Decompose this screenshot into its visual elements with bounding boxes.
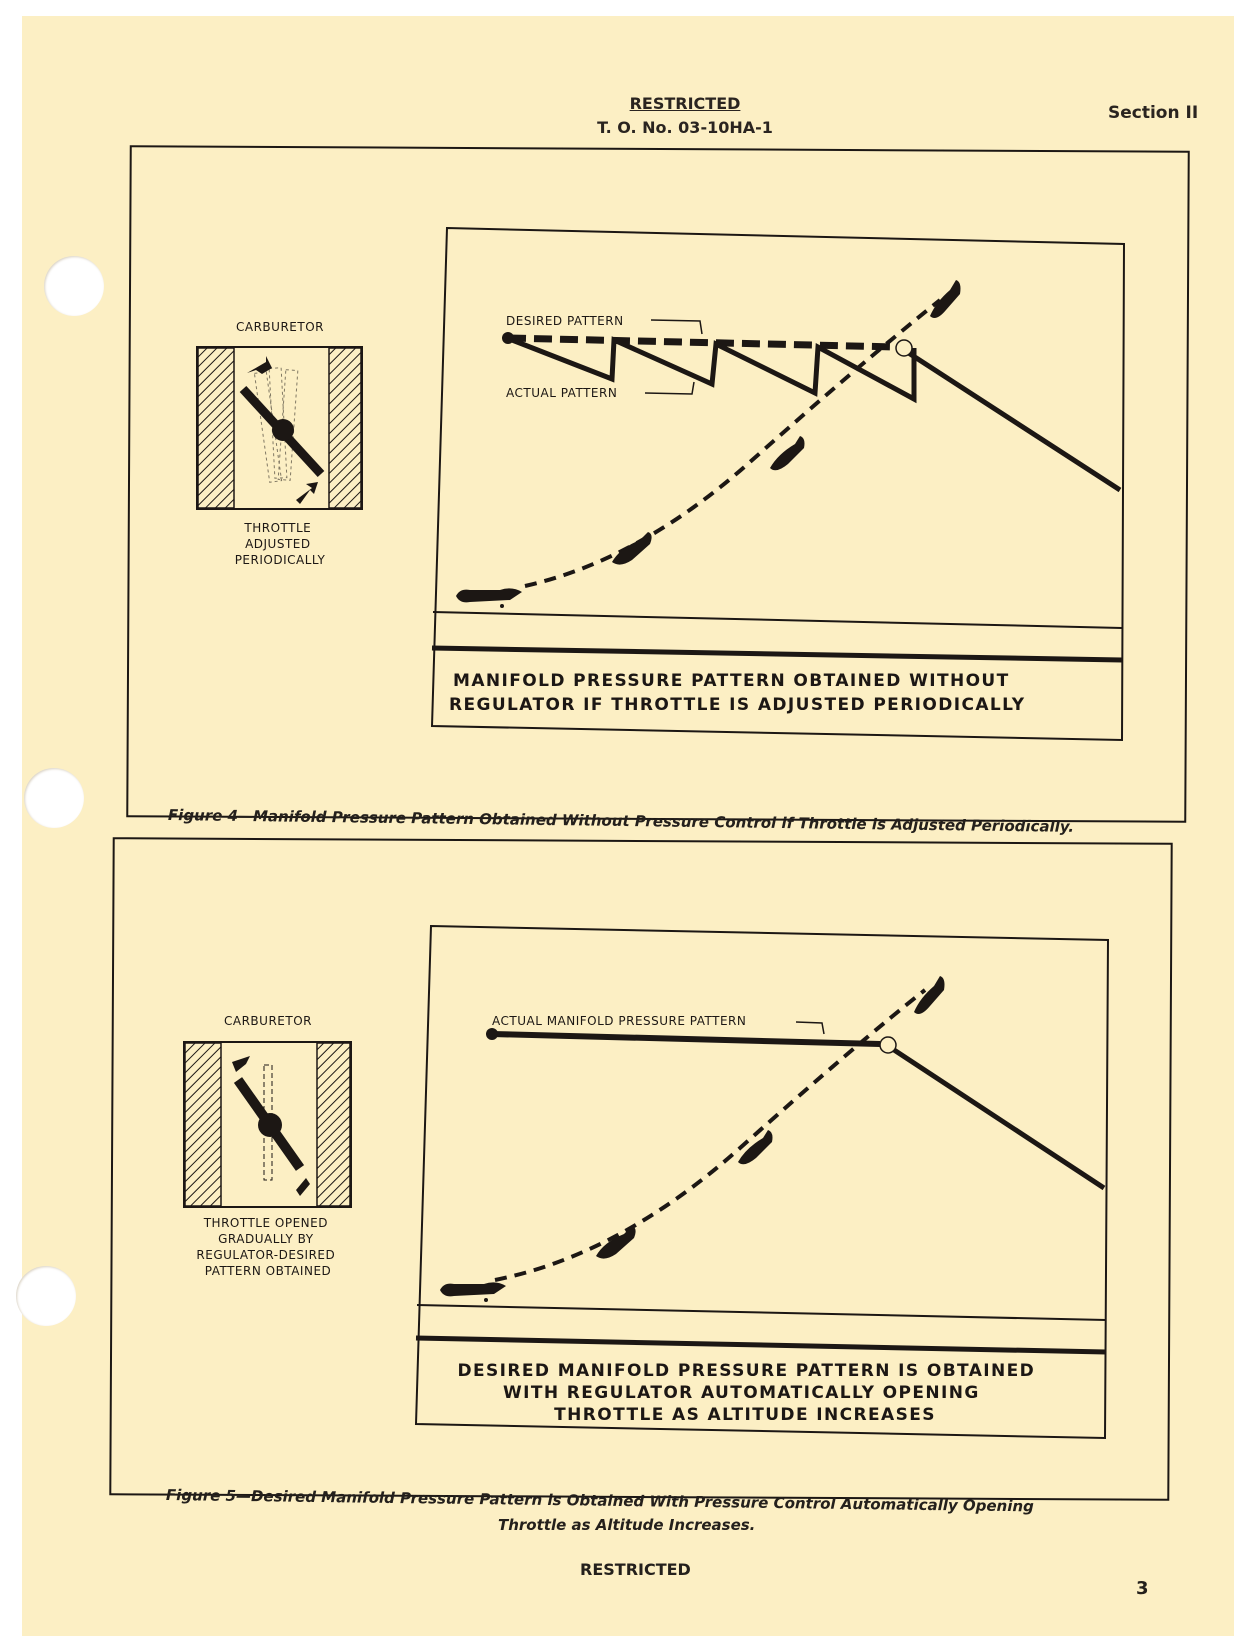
carburetor-diagram <box>184 1042 351 1207</box>
critical-altitude-marker <box>880 1037 896 1053</box>
section-label: Section II <box>1108 103 1199 123</box>
classification-header: RESTRICTED <box>629 94 741 113</box>
manifold-pressure-chart-fig5 <box>416 926 1108 1438</box>
document-number: T. O. No. 03-10HA-1 <box>597 118 773 137</box>
actual-pattern-label: ACTUAL PATTERN <box>506 386 618 400</box>
page-number: 3 <box>1136 1578 1149 1599</box>
airplane-icon <box>596 1226 636 1259</box>
carburetor-label: CARBURETOR <box>224 1014 312 1028</box>
carburetor-label: CARBURETOR <box>236 320 324 334</box>
airplane-icon <box>914 976 945 1014</box>
desired-pattern-label: DESIRED PATTERN <box>506 314 624 328</box>
actual-pattern-label: ACTUAL MANIFOLD PRESSURE PATTERN <box>492 1014 747 1028</box>
airplane-icon <box>440 1282 506 1302</box>
classification-footer: RESTRICTED <box>580 1560 691 1579</box>
throttle-caption: THROTTLE OPENED GRADUALLY BY REGULATOR-DESIRED PATTERN OBTAINED <box>196 1216 336 1278</box>
figure-4-panel-text: MANIFOLD PRESSURE PATTERN OBTAINED WITHOUT REGULATOR IF THROTTLE IS ADJUSTED PERIODICALLY <box>449 671 1026 715</box>
figure-5-caption-line-1: Figure 5—Desired Manifold Pressure Pattern is Obtained With Pressure Control Automatically Opening <box>165 1486 1034 1516</box>
figure-4-caption: Figure 4—Manifold Pressure Pattern Obtained Without Pressure Control if Throttle is Adjusted Periodically. <box>167 806 1075 836</box>
throttle-caption: THROTTLE ADJUSTED PERIODICALLY <box>234 521 326 567</box>
figure-5-panel-text: DESIRED MANIFOLD PRESSURE PATTERN IS OBTAINED WITH REGULATOR AUTOMATICALLY OPENING THROTTLE AS ALTITUDE INCREASES <box>457 1361 1036 1425</box>
actual-pattern-line <box>492 1034 880 1044</box>
figure-5-caption-line-2: Throttle as Altitude Increases. <box>498 1516 756 1534</box>
